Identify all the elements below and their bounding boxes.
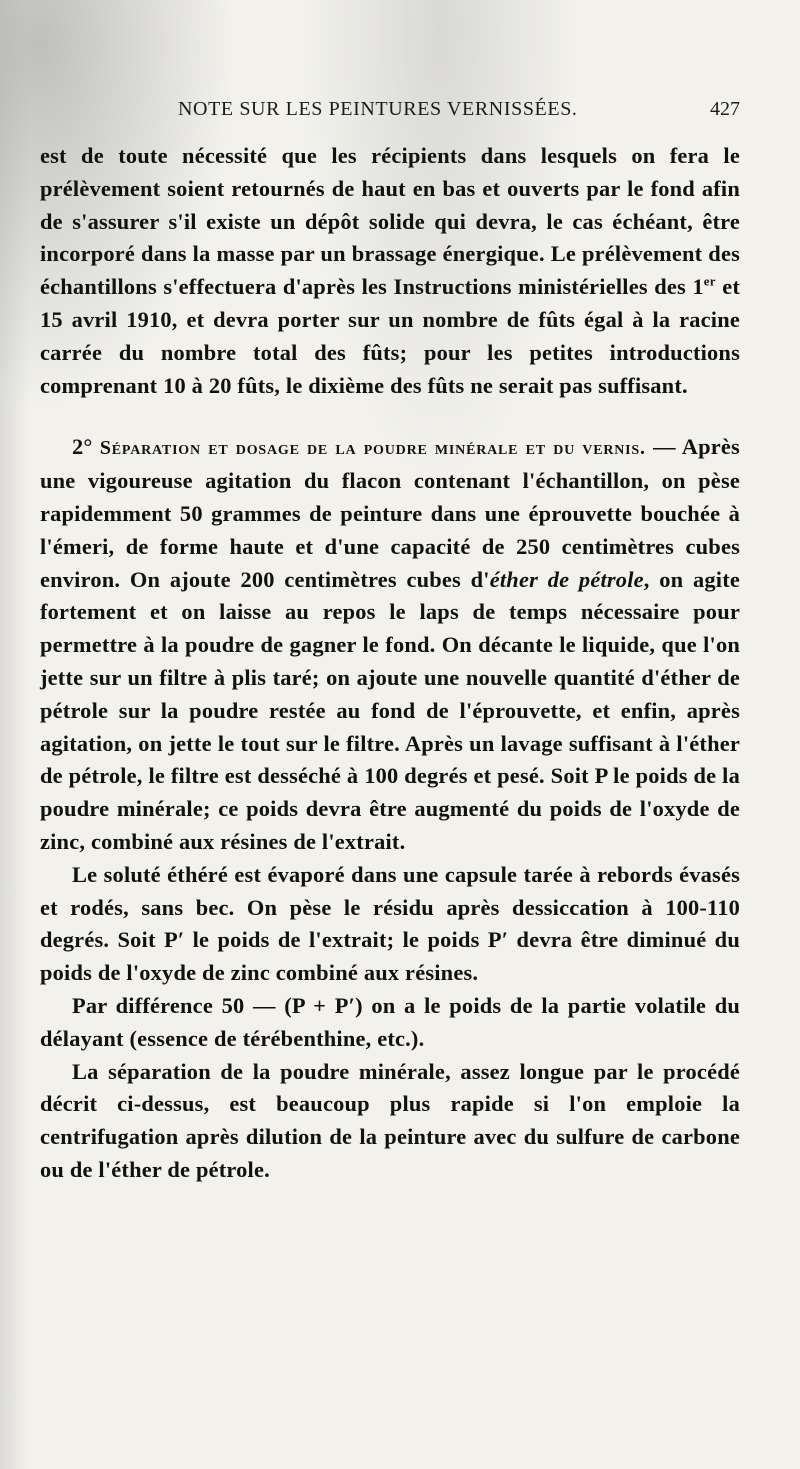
paragraph: Par différence 50 — (P + P′) on a le poids de la partie volatile du délayant (essence de térébenthine, etc.). [40,992,740,1051]
paragraph-continued [40,140,740,402]
paragraph-text: est de toute nécessité que les récipients dans lesquels on fera le prélèvement soient retournés de haut en bas et ouverts par le fond afin de s'assurer s'il existe un dépôt solide qui devra, le cas échéant, être incorporé dans la masse par un brassage énergique. Le prélèvement des échantillons s'effectuera d'après les Instructions ministérielles des 1 [40,143,740,300]
body-text [40,140,740,1187]
paragraph-text: — Après une vigoureuse agitation du flacon contenant l'échantillon, on pèse rapidemment 50 grammes de peinture dans une éprouvette bouchée à l'émeri, de forme haute et d'une capacité de 250 centimètres cubes environ. On ajoute 200 centimètres cubes d' [40,434,740,592]
section-number: 2° [72,434,93,460]
superscript: er [703,273,716,289]
paragraph: Le soluté éthéré est évaporé dans une capsule tarée à rebords évasés et rodés, sans bec. On pèse le résidu après dessiccation à 100-110 degrés. Soit P′ le poids de l'extrait; le poids P′ devra être diminué du poids de l'oxyde de zinc combiné aux résines. [40,861,740,986]
paragraph-text: , on agite fortement et on laisse au repos le laps de temps nécessaire pour permettre à la poudre de gagner le fond. On décante le liquide, que l'on jette sur un filtre à plis taré; on ajoute une nouvelle quantité d'éther de pétrole sur la poudre restée au fond de l'éprouvette, et enfin, après agitation, on jette le tout sur le filtre. Après un lavage suffisant à l'éther de pétrole, le filtre est desséché à 100 degrés et pesé. Soit P le poids de la poudre minérale; ce poids devra être augmenté du poids de l'oxyde de zinc, combiné aux résines de l'extrait. [40,566,740,854]
section-heading: Séparation et dosage de la poudre minérale et du vernis. [99,437,646,460]
running-title: NOTE SUR LES PEINTURES VERNISSÉES. [178,98,578,120]
page-header [40,98,740,128]
page-number: 427 [710,98,740,120]
italic-term: éther de pétrole [489,566,644,592]
paragraph: La séparation de la poudre minérale, assez longue par le procédé décrit ci-dessus, est beaucoup plus rapide si l'on emploie la centrifugation après dilution de la peinture avec du sulfure de carbone ou de l'éther de pétrole. [40,1058,740,1182]
section-paragraph [40,431,740,858]
paragraph-text: et 15 avril 1910, et devra porter sur un nombre de fûts égal à la racine carrée du nombre total des fûts; pour les petites introductions comprenant 10 à 20 fûts, le dixième des fûts ne serait pas suffisant. [40,274,740,398]
